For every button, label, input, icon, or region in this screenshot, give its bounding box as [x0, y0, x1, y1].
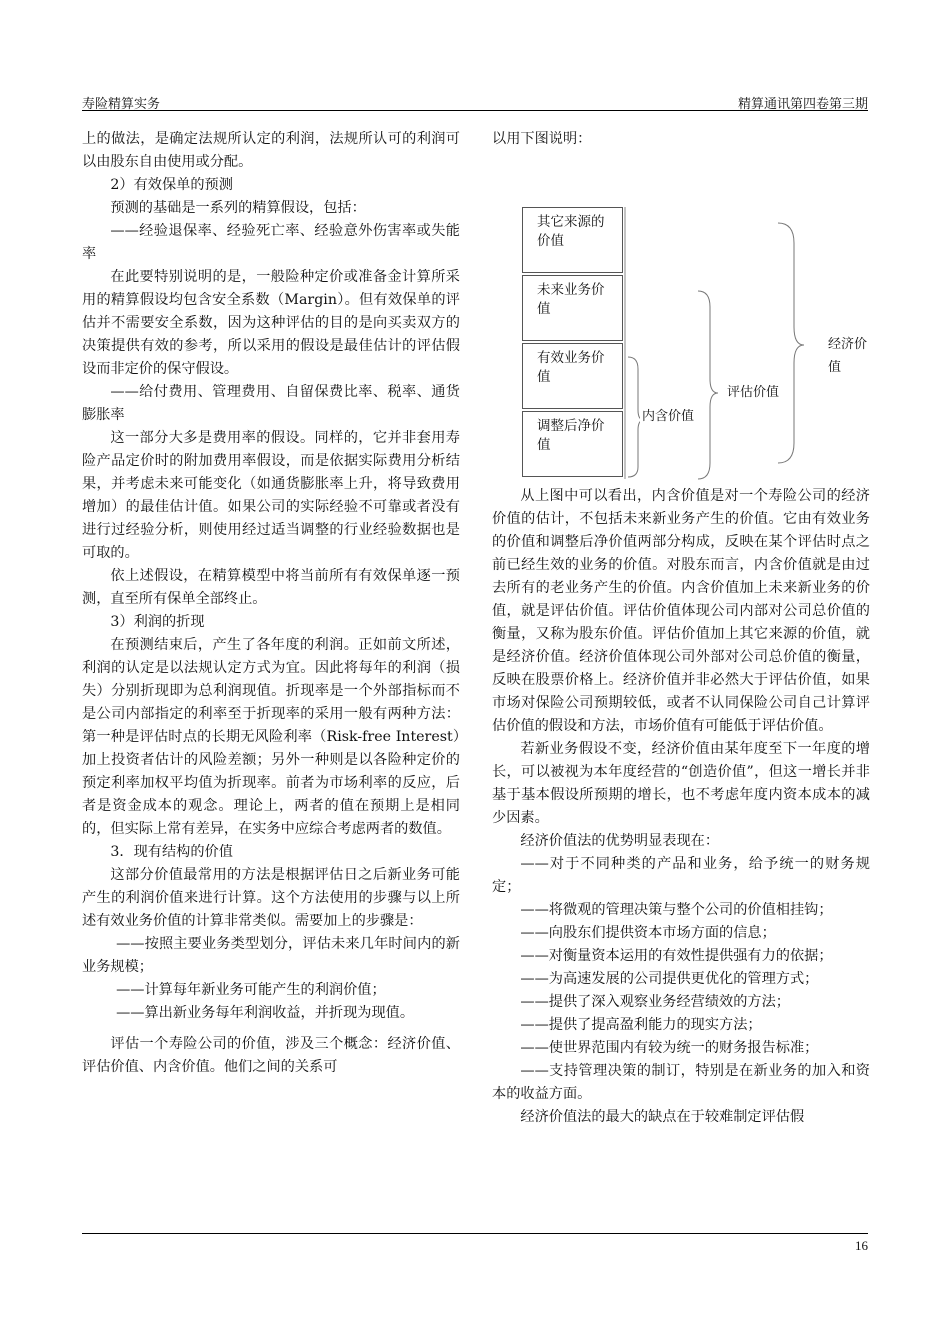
list-item: ——为高速发展的公司提供更优化的管理方式； [520, 971, 819, 987]
page-number: 16 [855, 1238, 868, 1253]
list-item: ——计算每年新业务可能产生的利润价值； [116, 982, 386, 998]
left-column [82, 128, 460, 1079]
paragraph: 这部分价值最常用的方法是根据评估日之后新业务可能产生的利润价值来进行计算。这个方法使用的步骤与以上所述有效业务价值的计算非常类似。需要加上的步骤是： [82, 867, 460, 929]
list-item: ——算出新业务每年利润收益，并折现为现值。 [116, 1005, 415, 1021]
right-column [492, 128, 870, 1129]
section-heading: 3．现有结构的价值 [110, 844, 233, 860]
paragraph: 经济价值法的优势明显表现在： [520, 833, 720, 849]
list-item: ——提供了深入观察业务经营绩效的方法； [520, 994, 790, 1010]
list-item: ——使世界范围内有较为统一的财务报告标准； [520, 1040, 819, 1056]
list-item: ——对衡量资本运用的有效性提供强有力的依据； [520, 948, 833, 964]
paragraph: 上的做法，是确定法规所认定的利润，法规所认可的利润可以由股东自由使用或分配。 [82, 131, 460, 170]
footer-rule [82, 1233, 868, 1234]
paragraph: 经济价值法的最大的缺点在于较难制定评估假 [520, 1109, 805, 1125]
subheading: 3）利润的折现 [110, 614, 205, 630]
list-item: ——向股东们提供资本市场方面的信息； [520, 925, 776, 941]
paragraph: 若新业务假设不变，经济价值由某年度至下一年度的增长，可以被视为本年度经营的“创造价值”，但这一增长并非基于基本假设所预期的增长，也不考虑年度内资本成本的减少因素。 [492, 741, 870, 826]
paragraph: 依上述假设，在精算模型中将当前所有有效保单逐一预测，直至所有保单全部终止。 [82, 568, 460, 607]
list-item: ——经验退保率、经验死亡率、经验意外伤害率或失能率 [82, 223, 460, 262]
list-item: ——按照主要业务类型划分，评估未来几年时间内的新业务规模； [82, 936, 460, 975]
paragraph: 这一部分大多是费用率的假设。同样的，它并非套用寿险产品定价时的附加费用率假设，而是依据实际费用分析结果，并考虑未来可能变化（如通货膨胀率上升，将导致费用增加）的最佳估计值。如果公司的实际经验不可靠或者没有进行过经验分析，则使用经过适当调整的行业经验数据也是可取的。 [82, 430, 460, 561]
diagram-box-future-business: 未来业务价值 [522, 275, 623, 341]
paragraph: 预测的基础是一系列的精算假设，包括： [110, 200, 366, 216]
diagram-braces [492, 167, 870, 487]
economic-value-brace [778, 223, 804, 463]
paragraph: 以用下图说明： [492, 131, 592, 147]
diagram-box-adjusted-net-worth: 调整后净价值 [522, 411, 623, 477]
diagram-box-other-sources: 其它来源的价值 [522, 207, 623, 273]
list-item: ——对于不同种类的产品和业务，给予统一的财务规定； [492, 856, 870, 895]
paragraph: 在此要特别说明的是，一般险种定价或准备金计算所采用的精算假设均包含安全系数（Margin）。但有效保单的评估并不需要安全系数，因为这种评估的目的是向买卖双方的决策提供有效的参考，所以采用的假设是最佳估计的评估假设而非定价的保守假设。 [82, 269, 460, 377]
paragraph: 从上图中可以看出，内含价值是对一个寿险公司的经济价值的估计，不包括未来新业务产生的价值。它由有效业务的价值和调整后净价值两部分构成，反映在某个评估时点之前已经生效的业务的价值。对股东而言，内含价值就是由过去所有的老业务产生的价值。内含价值加上未来新业务的价值，就是评估价值。评估价值体现公司内部对公司总价值的衡量，又称为股东价值。评估价值加上其它来源的价值，就是经济价值。经济价值体现公司外部对公司总价值的衡量，反映在股票价格上。经济价值并非必然大于评估价值，如果市场对保险公司预期较低，或者不认同保险公司自己计算评估价值的假设和方法，市场价值有可能低于评估价值。 [492, 488, 870, 734]
diagram-box-inforce-business: 有效业务价值 [522, 343, 623, 409]
header-rule [82, 110, 868, 111]
header-journal-section: 寿险精算实务 [82, 97, 161, 112]
appraisal-value-brace [698, 291, 718, 479]
value-relationship-diagram [492, 167, 870, 467]
list-item: ——给付费用、管理费用、自留保费比率、税率、通货膨胀率 [82, 384, 460, 423]
subheading: 2）有效保单的预测 [110, 177, 233, 193]
list-item: ——支持管理决策的制订，特别是在新业务的加入和资本的收益方面。 [492, 1063, 870, 1102]
paragraph: 在预测结束后，产生了各年度的利润。正如前文所述，利润的认定是以法规认定方式为宜。因此将每年的利润（损失）分别折现即为总利润现值。折现率是一个外部指标而不是公司内部指定的利率至于折现率的采用一般有两种方法：第一种是评估时点的长期无风险利率（Risk-free Interest）加上投资者估计的风险差额；另外一种则是以各险种定价的预定利率加权平均值为折现率。前者为市场利率的反应，后者是资金成本的观念。理论上，两者的值在预期上是相同的，但实际上常有差异，在实务中应综合考虑两者的数值。 [82, 637, 460, 837]
paragraph: 评估一个寿险公司的价值，涉及三个概念：经济价值、评估价值、内含价值。他们之间的关系可 [82, 1036, 460, 1075]
list-item: ——将微观的管理决策与整个公司的价值相挂钩； [520, 902, 833, 918]
economic-value-label: 经济价值 [826, 333, 870, 379]
header-journal-issue: 精算通讯第四卷第三期 [737, 97, 868, 112]
list-item: ——提供了提高盈利能力的现实方法； [520, 1017, 762, 1033]
appraisal-value-label: 评估价值 [725, 381, 781, 404]
intrinsic-value-label: 内含价值 [640, 405, 696, 428]
